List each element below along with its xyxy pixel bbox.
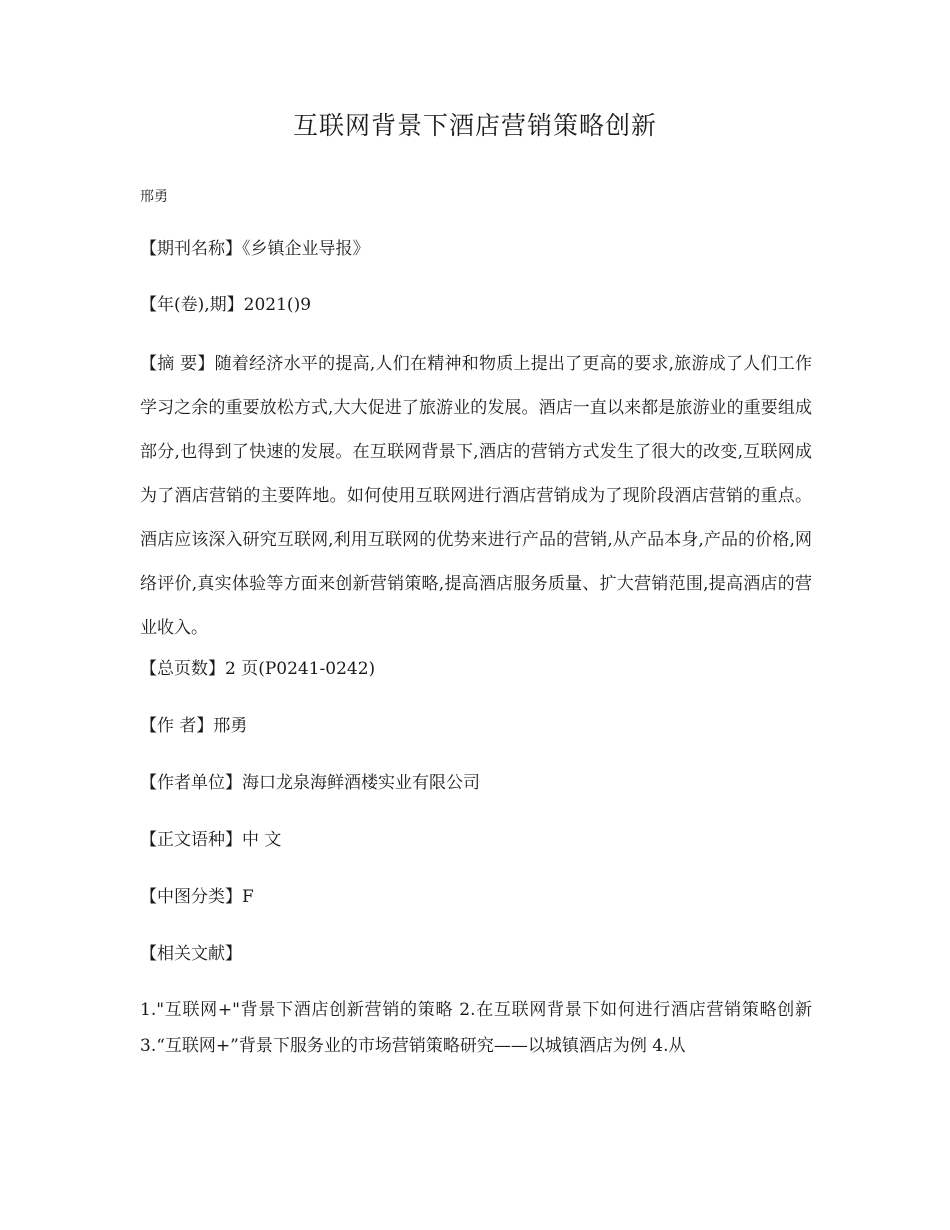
- language-field: [140, 825, 281, 850]
- author-value: 邢勇: [213, 716, 248, 736]
- related-references: 1."互联网+"背景下酒店创新营销的策略 2.在互联网背景下如何进行酒店营销策略创新 3.“互联网+”背景下服务业的市场营销策略研究——以城镇酒店为例 4.从: [140, 1000, 812, 1056]
- document-title: 互联网背景下酒店营销策略创新: [292, 111, 657, 140]
- related-heading: 【相关文献】: [140, 944, 242, 964]
- affiliation-field: [140, 768, 480, 793]
- author-field: [140, 711, 247, 736]
- page-count-field: [140, 654, 375, 679]
- language-value: 中 文: [242, 830, 282, 850]
- journal-field: [140, 234, 370, 259]
- abstract-label: 【摘 要】: [140, 354, 215, 374]
- journal-label: 【期刊名称】: [140, 239, 242, 259]
- classification-label: 【中图分类】: [140, 887, 242, 907]
- classification-field: [140, 882, 254, 907]
- language-label: 【正文语种】: [140, 830, 242, 850]
- affiliation-value: 海口龙泉海鲜酒楼实业有限公司: [242, 773, 480, 793]
- page-count-label: 【总页数】: [140, 659, 225, 679]
- author-label: 【作 者】: [140, 716, 214, 736]
- year-issue-label: 【年(卷),期】: [140, 295, 244, 315]
- journal-value: 《乡镇企业导报》: [242, 239, 370, 259]
- classification-value: F: [242, 887, 254, 907]
- year-issue-value: 2021()9: [243, 295, 312, 315]
- year-issue-field: [140, 290, 311, 315]
- abstract-text: 随着经济水平的提高,人们在精神和物质上提出了更高的要求,旅游成了人们工作学习之余的重要放松方式,大大促进了旅游业的发展。酒店一直以来都是旅游业的重要组成部分,也得到了快速的发展。在互联网背景下,酒店的营销方式发生了很大的改变,互联网成为了酒店营销的主要阵地。如何使用互联网进行酒店营销成为了现阶段酒店营销的重点。酒店应该深入研究互联网,利用互联网的优势来进行产品的营销,从产品本身,产品的价格,网络评价,真实体验等方面来创新营销策略,提高酒店服务质量、扩大营销范围,提高酒店的营业收入。: [140, 354, 813, 638]
- page-count-value: 2 页(P0241-0242): [225, 659, 376, 679]
- author-byline: 邢勇: [140, 189, 168, 205]
- affiliation-label: 【作者单位】: [140, 773, 242, 793]
- abstract-paragraph: [140, 342, 812, 650]
